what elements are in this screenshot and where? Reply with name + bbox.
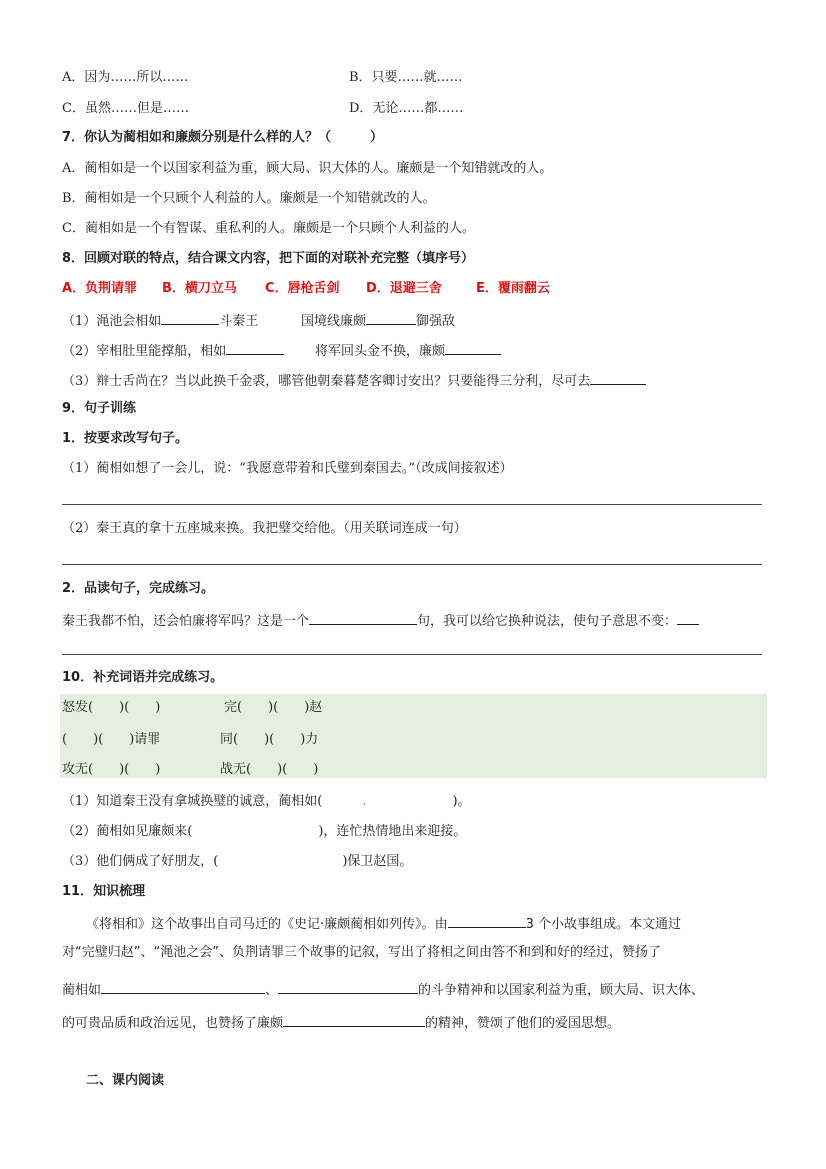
- q9-s1-item2: （2）秦王真的拿十五座城来换。我把璧交给他。（用关联词连成一句）: [62, 521, 467, 536]
- q10-ex2-text-a: （2）蔺相如见廉颇来(: [62, 824, 193, 839]
- q8-line1-text-a: （1）渑池会相如: [62, 314, 162, 329]
- q8-title: 8．回顾对联的特点，结合课文内容，把下面的对联补充完整（填序号）: [62, 251, 475, 266]
- q11-blank-3[interactable]: [278, 980, 418, 994]
- q7-option-c: C．蔺相如是一个有智谋、重私利的人。廉颇是一个只顾个人利益的人。: [62, 221, 475, 236]
- q10-word-2: 完( )( )赵: [224, 700, 323, 715]
- q11-blank-4[interactable]: [283, 1013, 425, 1027]
- q10-title: 10．补充词语并完成练习。: [62, 670, 224, 685]
- q8-blank-1[interactable]: [161, 311, 219, 325]
- q10-ex3-text-a: （3）他们俩成了好朋友，(: [62, 854, 219, 869]
- q8-line3: [62, 371, 646, 390]
- q11-para-line3: [62, 980, 704, 999]
- q8-line2: [62, 341, 284, 360]
- answer-line-3[interactable]: [62, 654, 762, 655]
- q11-para-line1: [86, 914, 681, 933]
- q11-text-4b: 的精神，赞颂了他们的爱国思想。: [425, 1016, 621, 1031]
- q9-s2-text-a: 秦王我都不怕，还会怕廉将军吗？这是一个: [62, 614, 310, 629]
- q6-option-d: D．无论……都……: [349, 101, 464, 116]
- q10-ex2-text-b: )，连忙热情地出来迎接。: [318, 824, 467, 839]
- q8-option-b: B．横刀立马: [162, 281, 237, 296]
- q8-line1-text-b: 斗秦王: [219, 314, 259, 329]
- q6-option-b: B．只要……就……: [349, 70, 463, 85]
- answer-line-2[interactable]: [62, 564, 762, 565]
- q9-s2-sentence: [62, 611, 699, 630]
- q8-line1: [62, 311, 258, 330]
- q7-title: 7．你认为蔺相如和廉颇分别是什么样的人？（ ）: [62, 130, 384, 145]
- q6-option-c: C．虽然……但是……: [62, 101, 189, 116]
- q8-option-a: A．负荆请罪: [62, 281, 138, 296]
- q8-line2-right: [315, 341, 501, 360]
- q10-word-1: 怒发( )( ): [62, 700, 161, 715]
- q10-ex1-dot: .: [362, 794, 367, 809]
- q8-line1-right: [301, 311, 455, 330]
- q8-blank-5[interactable]: [590, 371, 646, 385]
- q10-word-4: 同( )( )力: [220, 732, 319, 747]
- q10-exercise-2: [62, 824, 466, 840]
- q11-text-3b: 、: [265, 983, 279, 998]
- q9-title: 9．句子训练: [62, 401, 137, 416]
- q11-blank-1[interactable]: [448, 914, 526, 928]
- q10-exercise-3: [62, 854, 412, 870]
- q11-text-3c: 的斗争精神和以国家利益为重，顾大局、识大体、: [418, 983, 705, 998]
- q8-line3-text: （3）辩士舌尚在？当以此换千金裘，哪管他朝秦暮楚客卿讨安出？只要能得三分利，尽可去: [62, 374, 591, 389]
- q10-word-6: 战无( )( ): [220, 762, 319, 777]
- q8-line2-text-b: 将军回头金不换，廉颇: [315, 344, 446, 359]
- q8-line2-text-a: （2）宰相肚里能撑船，相如: [62, 344, 227, 359]
- q11-para-line4: [62, 1013, 620, 1032]
- q10-ex1-text-c: )。: [452, 794, 471, 809]
- q8-option-d: D．退避三舍: [366, 281, 442, 296]
- q8-blank-2[interactable]: [366, 311, 416, 325]
- section-2-title: 二、课内阅读: [86, 1073, 165, 1088]
- q8-blank-3[interactable]: [226, 341, 284, 355]
- q11-text-1b: 3 个小故事组成。本文通过: [525, 917, 682, 932]
- q6-option-a: A．因为……所以……: [62, 70, 189, 85]
- q9-s2-blank-end[interactable]: [677, 611, 699, 625]
- q7-option-b: B．蔺相如是一个只顾个人利益的人。廉颇是一个知错就改的人。: [62, 191, 436, 206]
- q10-word-3: ( )( )请罪: [62, 732, 161, 747]
- q9-s2-blank[interactable]: [309, 611, 417, 625]
- q8-line1-text-d: 御强敌: [416, 314, 456, 329]
- q9-s1-item1: （1）蔺相如想了一会儿，说：“我愿意带着和氏璧到秦国去。”（改成间接叙述）: [62, 461, 513, 476]
- q10-ex3-text-b: )保卫赵国。: [342, 854, 413, 869]
- q11-text-3a: 蔺相如: [62, 983, 102, 998]
- q9-s2-text-b: 句，我可以给它换种说法，使句子意思不变：: [417, 614, 678, 629]
- q11-text-4a: 的可贵品质和政治远见，也赞扬了廉颇: [62, 1016, 284, 1031]
- q11-title: 11．知识梳理: [62, 884, 146, 899]
- q9-s1-title: 1．按要求改写句子。: [62, 431, 189, 446]
- q8-option-c: C．唇枪舌剑: [265, 281, 340, 296]
- q10-exercise-1: [62, 794, 471, 810]
- q10-word-5: 攻无( )( ): [62, 762, 161, 777]
- answer-line-1[interactable]: [62, 504, 762, 505]
- q9-s2-title: 2．品读句子，完成练习。: [62, 581, 215, 596]
- q7-option-a: A．蔺相如是一个以国家利益为重，顾大局、识大体的人。廉颇是一个知错就改的人。: [62, 161, 553, 176]
- q11-para-line2: 对“完璧归赵”、“渑池之会”、负荆请罪三个故事的记叙，写出了将相之间由答不和到和好的经过，赞扬了: [62, 945, 661, 960]
- q8-option-e: E．覆雨翻云: [476, 281, 550, 296]
- q8-line1-text-c: 国境线廉颇: [301, 314, 367, 329]
- q11-blank-2[interactable]: [101, 980, 265, 994]
- q8-blank-4[interactable]: [445, 341, 501, 355]
- q10-ex1-text-a: （1）知道秦王没有拿城换璧的诚意，蔺相如(: [62, 794, 323, 809]
- q11-text-1a: 《将相和》这个故事出自司马迁的《史记·廉颇蔺相如列传》。由: [86, 917, 448, 932]
- q10-word-box: [60, 694, 767, 778]
